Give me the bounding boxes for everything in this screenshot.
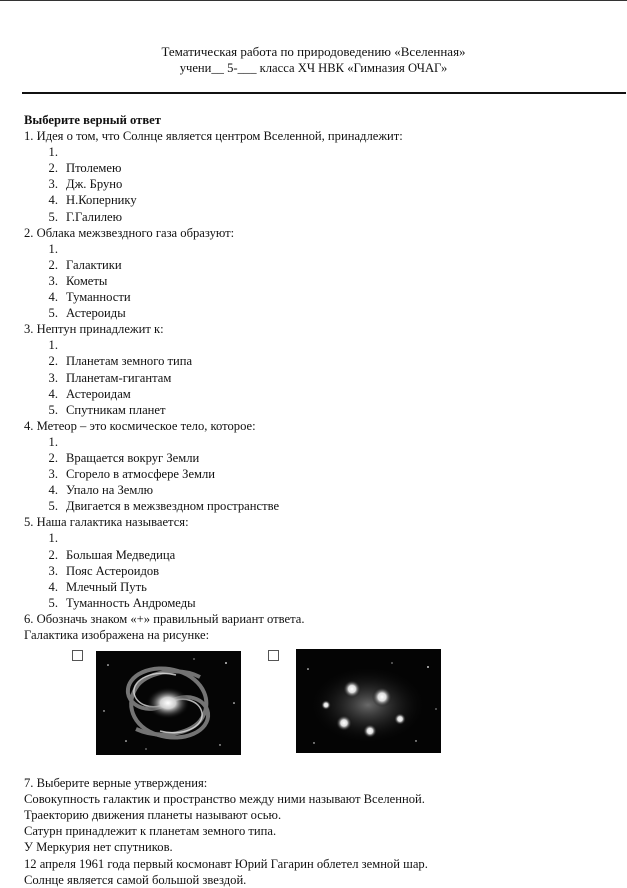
- statement-line: 12 апреля 1961 года первый космонавт Юрий Гагарин облетел земной шар.: [24, 856, 428, 871]
- answer-option: [24, 273, 619, 289]
- question-text: 5. Наша галактика называется:: [24, 515, 189, 530]
- worksheet-body: [24, 112, 619, 888]
- option-text: Г.Галилею: [66, 209, 122, 224]
- option-number: 4.: [48, 579, 58, 594]
- option-number: 3.: [48, 467, 58, 482]
- question-text: 4. Метеор – это космическое тело, которое:: [24, 418, 256, 433]
- option-text: Сгорело в атмосфере Земли: [66, 467, 216, 482]
- option-number: 5.: [48, 402, 58, 417]
- image-choices: [24, 643, 619, 763]
- option-text: Дж. Бруно: [66, 177, 123, 192]
- document-subtitle: учени__ 5-___ класса ХЧ НВК «Гимназия ОЧАГ»: [179, 61, 448, 75]
- question-block: [24, 321, 619, 418]
- option-number: 1.: [48, 434, 58, 449]
- spiral-galaxy-image: [96, 651, 241, 755]
- answer-option: [24, 595, 619, 611]
- answer-options: [24, 337, 619, 417]
- answer-option: [24, 482, 619, 498]
- answer-option: [24, 547, 619, 563]
- option-text: Вращается вокруг Земли: [66, 450, 200, 465]
- option-text: Спутникам планет: [66, 402, 166, 417]
- answer-option: [24, 579, 619, 595]
- option-number: 5.: [48, 209, 58, 224]
- answer-option: [24, 305, 619, 321]
- document-header: [0, 43, 627, 77]
- question-7-statements: [24, 791, 619, 888]
- option-number: 5.: [48, 306, 58, 321]
- answer-option: [24, 160, 619, 176]
- option-number: 4.: [48, 386, 58, 401]
- option-text: Млечный Путь: [66, 579, 147, 594]
- answer-option: [24, 192, 619, 208]
- question-7-text: 7. Выберите верные утверждения:: [24, 776, 208, 791]
- option-text: Большая Медведица: [66, 547, 176, 562]
- question-block: [24, 514, 619, 611]
- option-number: 1.: [48, 338, 58, 353]
- option-number: 2.: [48, 354, 58, 369]
- option-text: Туманность Андромеды: [66, 595, 196, 610]
- checkbox-image-1[interactable]: [72, 650, 83, 661]
- question-6-text: 6. Обозначь знаком «+» правильный вариант ответа.: [24, 611, 305, 626]
- top-border: [0, 0, 627, 1]
- statement-line: Совокупность галактик и пространство между ними называют Вселенной.: [24, 792, 425, 807]
- answer-option: [24, 563, 619, 579]
- star-cluster-image: [296, 649, 441, 753]
- option-number: 2.: [48, 161, 58, 176]
- statement-line: Солнце является самой большой звездой.: [24, 872, 247, 887]
- statement-line: Траекторию движения планеты называют осью.: [24, 808, 282, 823]
- option-number: 2.: [48, 257, 58, 272]
- answer-options: [24, 144, 619, 224]
- option-text: Астероидам: [66, 386, 131, 401]
- answer-option: [24, 530, 619, 546]
- answer-option: [24, 241, 619, 257]
- statement-line: Сатурн принадлежит к планетам земного типа.: [24, 824, 277, 839]
- statement-line: У Меркурия нет спутников.: [24, 840, 173, 855]
- option-number: 1.: [48, 145, 58, 160]
- option-number: 5.: [48, 595, 58, 610]
- answer-option: [24, 176, 619, 192]
- option-text: Планетам-гигантам: [66, 370, 172, 385]
- option-number: 4.: [48, 193, 58, 208]
- answer-option: [24, 144, 619, 160]
- answer-option: [24, 386, 619, 402]
- document-title: Тематическая работа по природоведению «Вселенная»: [161, 44, 466, 59]
- answer-option: [24, 450, 619, 466]
- option-text: Кометы: [66, 273, 108, 288]
- option-number: 1.: [48, 531, 58, 546]
- answer-options: [24, 241, 619, 321]
- option-text: Пояс Астероидов: [66, 563, 160, 578]
- option-number: 4.: [48, 290, 58, 305]
- question-block: [24, 225, 619, 322]
- answer-option: [24, 498, 619, 514]
- option-text: Астероиды: [66, 306, 126, 321]
- option-text: Н.Копернику: [66, 193, 137, 208]
- checkbox-image-2[interactable]: [268, 650, 279, 661]
- answer-option: [24, 209, 619, 225]
- option-text: Птолемею: [66, 161, 122, 176]
- instructions-heading: Выберите верный ответ: [24, 113, 161, 127]
- answer-option: [24, 337, 619, 353]
- answer-options: [24, 434, 619, 514]
- question-list: [24, 128, 619, 611]
- option-text: Планетам земного типа: [66, 354, 193, 369]
- option-number: 3.: [48, 370, 58, 385]
- option-text: Упало на Землю: [66, 483, 154, 498]
- question-text: 1. Идея о том, что Солнце является центром Вселенной, принадлежит:: [24, 129, 403, 144]
- answer-option: [24, 353, 619, 369]
- option-number: 3.: [48, 273, 58, 288]
- question-text: 3. Нептун принадлежит к:: [24, 322, 164, 337]
- question-text: 2. Облака межзвездного газа образуют:: [24, 225, 235, 240]
- answer-option: [24, 466, 619, 482]
- option-text: Туманности: [66, 290, 131, 305]
- option-number: 1.: [48, 241, 58, 256]
- question-6-prompt: Галактика изображена на рисунке:: [24, 628, 210, 642]
- option-number: 4.: [48, 483, 58, 498]
- question-block: [24, 128, 619, 225]
- answer-option: [24, 257, 619, 273]
- answer-option: [24, 289, 619, 305]
- answer-option: [24, 370, 619, 386]
- question-block: [24, 418, 619, 515]
- option-number: 2.: [48, 547, 58, 562]
- answer-option: [24, 402, 619, 418]
- option-text: Галактики: [66, 257, 122, 272]
- header-divider: [22, 92, 626, 94]
- option-number: 5.: [48, 499, 58, 514]
- option-text: Двигается в межзвездном пространстве: [66, 499, 280, 514]
- option-number: 2.: [48, 450, 58, 465]
- answer-option: [24, 434, 619, 450]
- answer-options: [24, 530, 619, 610]
- option-number: 3.: [48, 563, 58, 578]
- option-number: 3.: [48, 177, 58, 192]
